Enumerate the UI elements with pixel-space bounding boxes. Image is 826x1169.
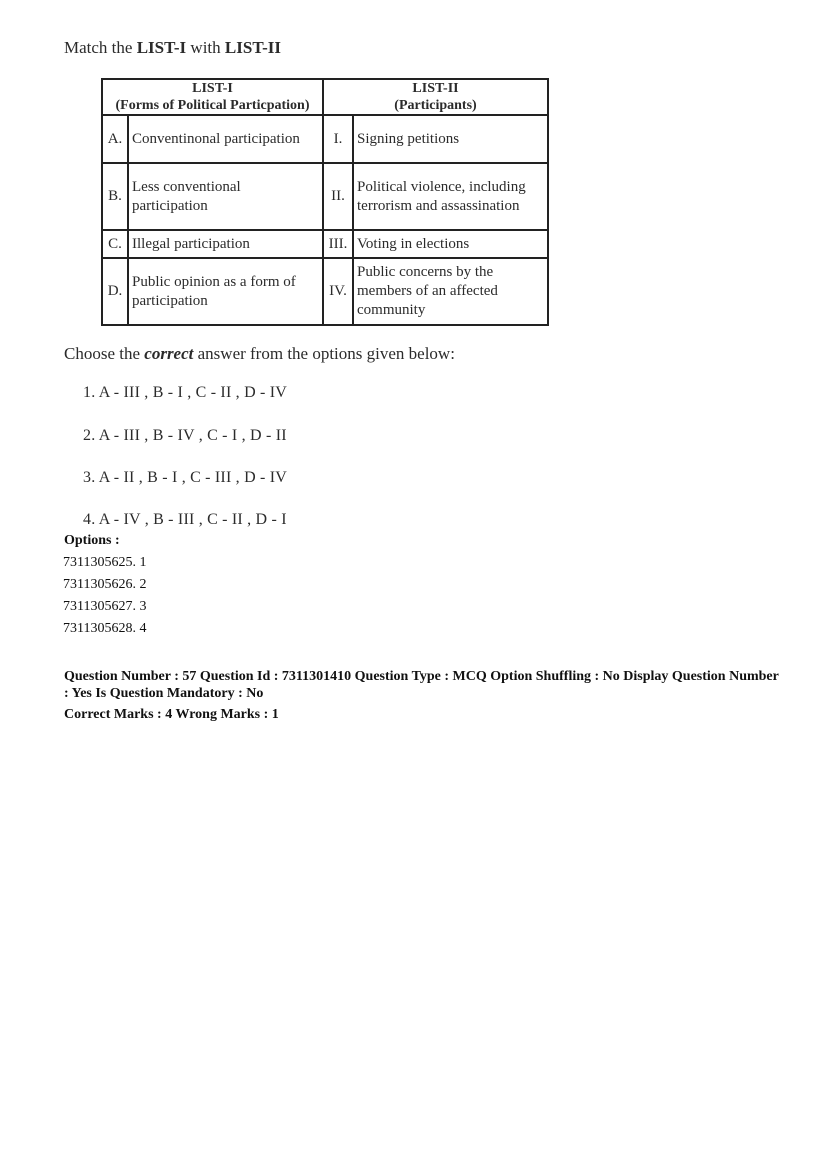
list1-item: Illegal participation xyxy=(128,230,323,258)
heading-with: with xyxy=(186,38,225,57)
list2-header-title: LIST-II xyxy=(412,81,459,96)
table-row xyxy=(102,230,548,258)
options-label: Options : xyxy=(64,533,120,548)
instruction-emphasis: correct xyxy=(144,344,194,363)
row-roman: III. xyxy=(323,230,353,258)
table-header-row xyxy=(102,79,548,115)
row-roman: I. xyxy=(323,115,353,163)
list2-header xyxy=(323,79,548,115)
row-letter: D. xyxy=(102,258,128,325)
marks-metadata: Correct Marks : 4 Wrong Marks : 1 xyxy=(64,707,279,722)
instruction-before: Choose the xyxy=(64,344,145,363)
row-letter: B. xyxy=(102,163,128,230)
answer-choice-1: 1. A - III , B - I , C - II , D - IV xyxy=(83,384,288,401)
list2-header-subtitle: (Participants) xyxy=(394,98,477,113)
row-roman: II. xyxy=(323,163,353,230)
list2-item: Voting in elections xyxy=(353,230,548,258)
instruction-after: answer from the options given below: xyxy=(193,344,455,363)
list1-header-subtitle: (Forms of Political Particpation) xyxy=(115,98,310,113)
option-id-3: 7311305627. 3 xyxy=(63,599,147,614)
instruction-text xyxy=(64,344,455,364)
answer-choice-2: 2. A - III , B - IV , C - I , D - II xyxy=(83,427,287,444)
option-id-2: 7311305626. 2 xyxy=(63,577,147,592)
table-row xyxy=(102,258,548,325)
row-letter: A. xyxy=(102,115,128,163)
question-heading xyxy=(64,38,281,58)
list2-item: Political violence, including terrorism and assassination xyxy=(353,163,548,230)
table-row xyxy=(102,163,548,230)
row-roman: IV. xyxy=(323,258,353,325)
list2-item: Public concerns by the members of an affected community xyxy=(353,258,548,325)
heading-prefix: Match the xyxy=(64,38,137,57)
option-id-4: 7311305628. 4 xyxy=(63,621,147,636)
option-id-1: 7311305625. 1 xyxy=(63,555,147,570)
heading-list2: LIST-II xyxy=(224,38,281,57)
row-letter: C. xyxy=(102,230,128,258)
table-row xyxy=(102,115,548,163)
list1-header-title: LIST-I xyxy=(192,81,233,96)
list1-item: Conventinonal participation xyxy=(128,115,323,163)
heading-list1: LIST-I xyxy=(136,38,187,57)
match-table xyxy=(101,78,549,326)
answer-choice-3: 3. A - II , B - I , C - III , D - IV xyxy=(83,469,288,486)
list2-item: Signing petitions xyxy=(353,115,548,163)
answer-choice-4: 4. A - IV , B - III , C - II , D - I xyxy=(83,511,287,528)
list1-item: Less conventional participation xyxy=(128,163,323,230)
list1-header xyxy=(102,79,323,115)
list1-item: Public opinion as a form of participation xyxy=(128,258,323,325)
question-metadata: Question Number : 57 Question Id : 7311301410 Question Type : MCQ Option Shuffling : No Display Question Number : Yes Is Question Mandatory : No xyxy=(64,669,779,701)
